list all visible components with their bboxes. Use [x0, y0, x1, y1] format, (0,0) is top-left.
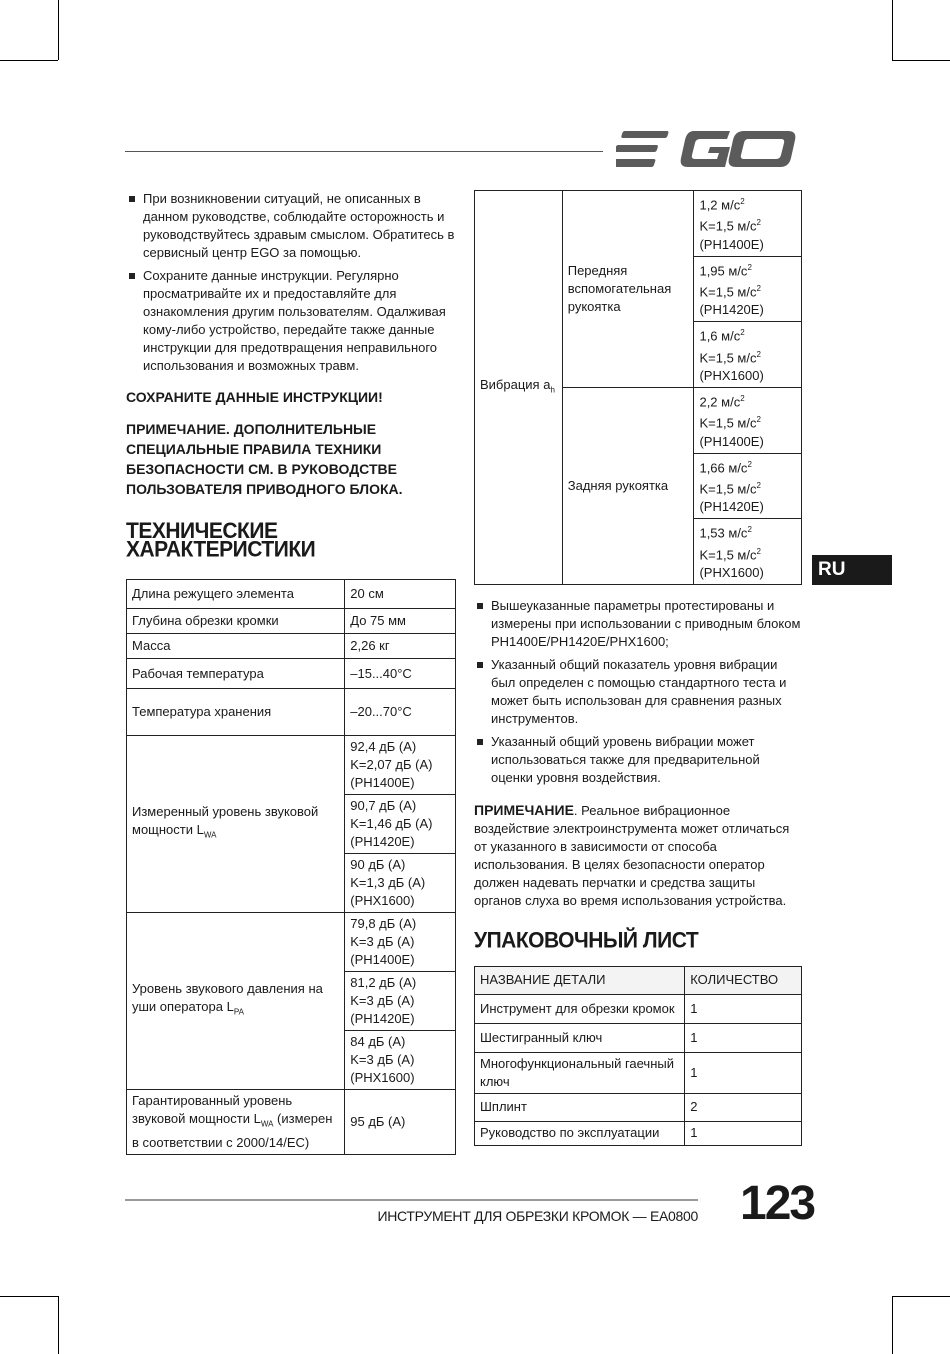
list-item: Сохраните данные инструкции. Регулярно просматривайте их и предоставляйте для ознакомления другим пользователям. Одалживая кому-либо устройство, передайте также данные инструкции для предотвращения неправильного использования и возможных травм.: [126, 267, 456, 375]
part-name: Шестигранный ключ: [475, 1023, 685, 1052]
crop-mark: [58, 0, 59, 60]
part-quantity: 2: [685, 1093, 802, 1121]
spec-value: 90 дБ (А) K=1,3 дБ (A) (PHX1600): [345, 854, 456, 913]
vibration-table: [474, 190, 802, 585]
table-row: [127, 1090, 456, 1155]
part-quantity: 1: [685, 1052, 802, 1093]
crop-mark: [58, 1296, 59, 1354]
spec-label: Рабочая температура: [127, 659, 345, 689]
header-rule: [125, 151, 603, 152]
spec-value: 2,26 кг: [345, 634, 456, 659]
spec-value: 20 см: [345, 580, 456, 609]
vibration-value: 1,95 $м/с^2$ K=1,5 $м/с^2$ (PH1420E): [694, 256, 802, 322]
specs-table: [126, 579, 456, 1155]
save-instructions-heading: СОХРАНИТЕ ДАННЫЕ ИНСТРУКЦИИ!: [126, 389, 383, 405]
right-column: [474, 190, 802, 1146]
language-tab: RU: [812, 555, 892, 585]
crop-mark: [892, 0, 893, 60]
front-handle-label: Передняя вспомогательная рукоятка: [562, 191, 694, 388]
spec-value: До 75 мм: [345, 609, 456, 634]
vibration-value: 1,6 $м/с^2$ K=1,5 $м/с^2$ (PHX1600): [694, 322, 802, 388]
table-row: [127, 659, 456, 689]
rear-handle-label: Задняя рукоятка: [562, 387, 694, 584]
list-item: Указанный общий уровень вибрации может использоваться также для предварительной оценки уровня воздействия.: [474, 733, 802, 787]
vibration-label: Вибрация $a_h$: [475, 191, 563, 585]
specs-title: ТЕХНИЧЕСКИЕ ХАРАКТЕРИСТИКИ: [126, 518, 316, 562]
spec-value: 95 дБ (А): [345, 1090, 456, 1155]
vibration-bullet-list: [474, 597, 802, 787]
table-header-row: [475, 966, 802, 994]
crop-mark: [0, 60, 58, 61]
part-name: Шплинт: [475, 1093, 685, 1121]
crop-mark: [892, 1296, 893, 1354]
footer-rule: [125, 1199, 698, 1201]
spec-value: –15...40°С: [345, 659, 456, 689]
page-number: 123: [740, 1177, 815, 1230]
table-row: [127, 634, 456, 659]
note-paragraph: ПРИМЕЧАНИЕ. Реальное вибрационное воздействие электроинструмента может отличаться от указанного в зависимости от способа использования. В целях безопасности оператор должен надевать перчатки и средства защиты органов слуха во время использования устройства.: [474, 801, 790, 908]
part-name: Руководство по эксплуатации: [475, 1121, 685, 1145]
vibration-value: 1,2 $м/с^2$ K=1,5 $м/с^2$ (PH1400E): [694, 191, 802, 257]
spec-label: Масса: [127, 634, 345, 659]
spec-label: Гарантированный уровень звуковой мощности $L_{WA}$ (измерен в соответствии с 2000/14/EC): [127, 1090, 345, 1155]
vibration-value: 1,66 $м/с^2$ K=1,5 $м/с^2$ (PH1420E): [694, 453, 802, 519]
part-name: Инструмент для обрезки кромок: [475, 994, 685, 1023]
spec-label: Температура хранения: [127, 689, 345, 736]
spec-value: 81,2 дБ (А) K=3 дБ (A) (PH1420E): [345, 972, 456, 1031]
crop-mark: [0, 1296, 58, 1297]
part-quantity: 1: [685, 1121, 802, 1145]
table-row: [127, 580, 456, 609]
spec-label: Измеренный уровень звуковой мощности $L_{WA}$: [127, 736, 345, 913]
table-row: [475, 1093, 802, 1121]
crop-mark: [892, 60, 950, 61]
table-row: [475, 1023, 802, 1052]
spec-value: 84 дБ (А) K=3 дБ (A) (PHX1600): [345, 1031, 456, 1090]
spec-value: 92,4 дБ (А) K=2,07 дБ (A) (PH1400E): [345, 736, 456, 795]
vibration-value: 1,53 $м/с^2$ K=1,5 $м/с^2$ (PHX1600): [694, 519, 802, 585]
table-row: [127, 736, 456, 795]
note-heading: ПРИМЕЧАНИЕ. ДОПОЛНИТЕЛЬНЫЕ СПЕЦИАЛЬНЫЕ ПРАВИЛА ТЕХНИКИ БЕЗОПАСНОСТИ СМ. В РУКОВОДСТВЕ ПОЛЬЗОВАТЕЛЯ ПРИВОДНОГО БЛОКА.: [126, 421, 403, 497]
part-quantity: 1: [685, 1023, 802, 1052]
part-quantity: 1: [685, 994, 802, 1023]
column-header: НАЗВАНИЕ ДЕТАЛИ: [475, 966, 685, 994]
footer-title: ИНСТРУМЕНТ ДЛЯ ОБРЕЗКИ КРОМОК — EA0800: [377, 1208, 698, 1224]
ego-logo: [616, 128, 800, 170]
left-column: [126, 190, 456, 1155]
part-name: Многофункциональный гаечный ключ: [475, 1052, 685, 1093]
list-item: Указанный общий показатель уровня вибрации был определен с помощью стандартного теста и может быть использован для сравнения разных инструментов.: [474, 656, 802, 728]
table-row: [475, 191, 802, 257]
table-row: [127, 609, 456, 634]
table-row: [475, 994, 802, 1023]
packing-title: УПАКОВОЧНЫЙ ЛИСТ: [474, 928, 699, 953]
spec-value: –20...70°С: [345, 689, 456, 736]
list-item: Вышеуказанные параметры протестированы и измерены при использовании с приводным блоком PH1400E/PH1420E/PHX1600;: [474, 597, 802, 651]
packing-table: [474, 966, 802, 1146]
spec-label: Уровень звукового давления на уши оператора $L_{PA}$: [127, 913, 345, 1090]
spec-value: 90,7 дБ (А) K=1,46 дБ (A) (PH1420E): [345, 795, 456, 854]
column-header: КОЛИЧЕСТВО: [685, 966, 802, 994]
table-row: [475, 1121, 802, 1145]
spec-label: Длина режущего элемента: [127, 580, 345, 609]
table-row: [127, 913, 456, 972]
spec-value: 79,8 дБ (А) K=3 дБ (A) (PH1400E): [345, 913, 456, 972]
table-row: [475, 1052, 802, 1093]
table-row: [127, 689, 456, 736]
intro-bullet-list: [126, 190, 456, 375]
spec-label: Глубина обрезки кромки: [127, 609, 345, 634]
vibration-value: 2,2 $м/с^2$ K=1,5 $м/с^2$ (PH1400E): [694, 387, 802, 453]
list-item: При возникновении ситуаций, не описанных в данном руководстве, соблюдайте осторожность и руководствуйтесь здравым смыслом. Обратитесь в сервисный центр EGO за помощью.: [126, 190, 456, 262]
crop-mark: [892, 1296, 950, 1297]
